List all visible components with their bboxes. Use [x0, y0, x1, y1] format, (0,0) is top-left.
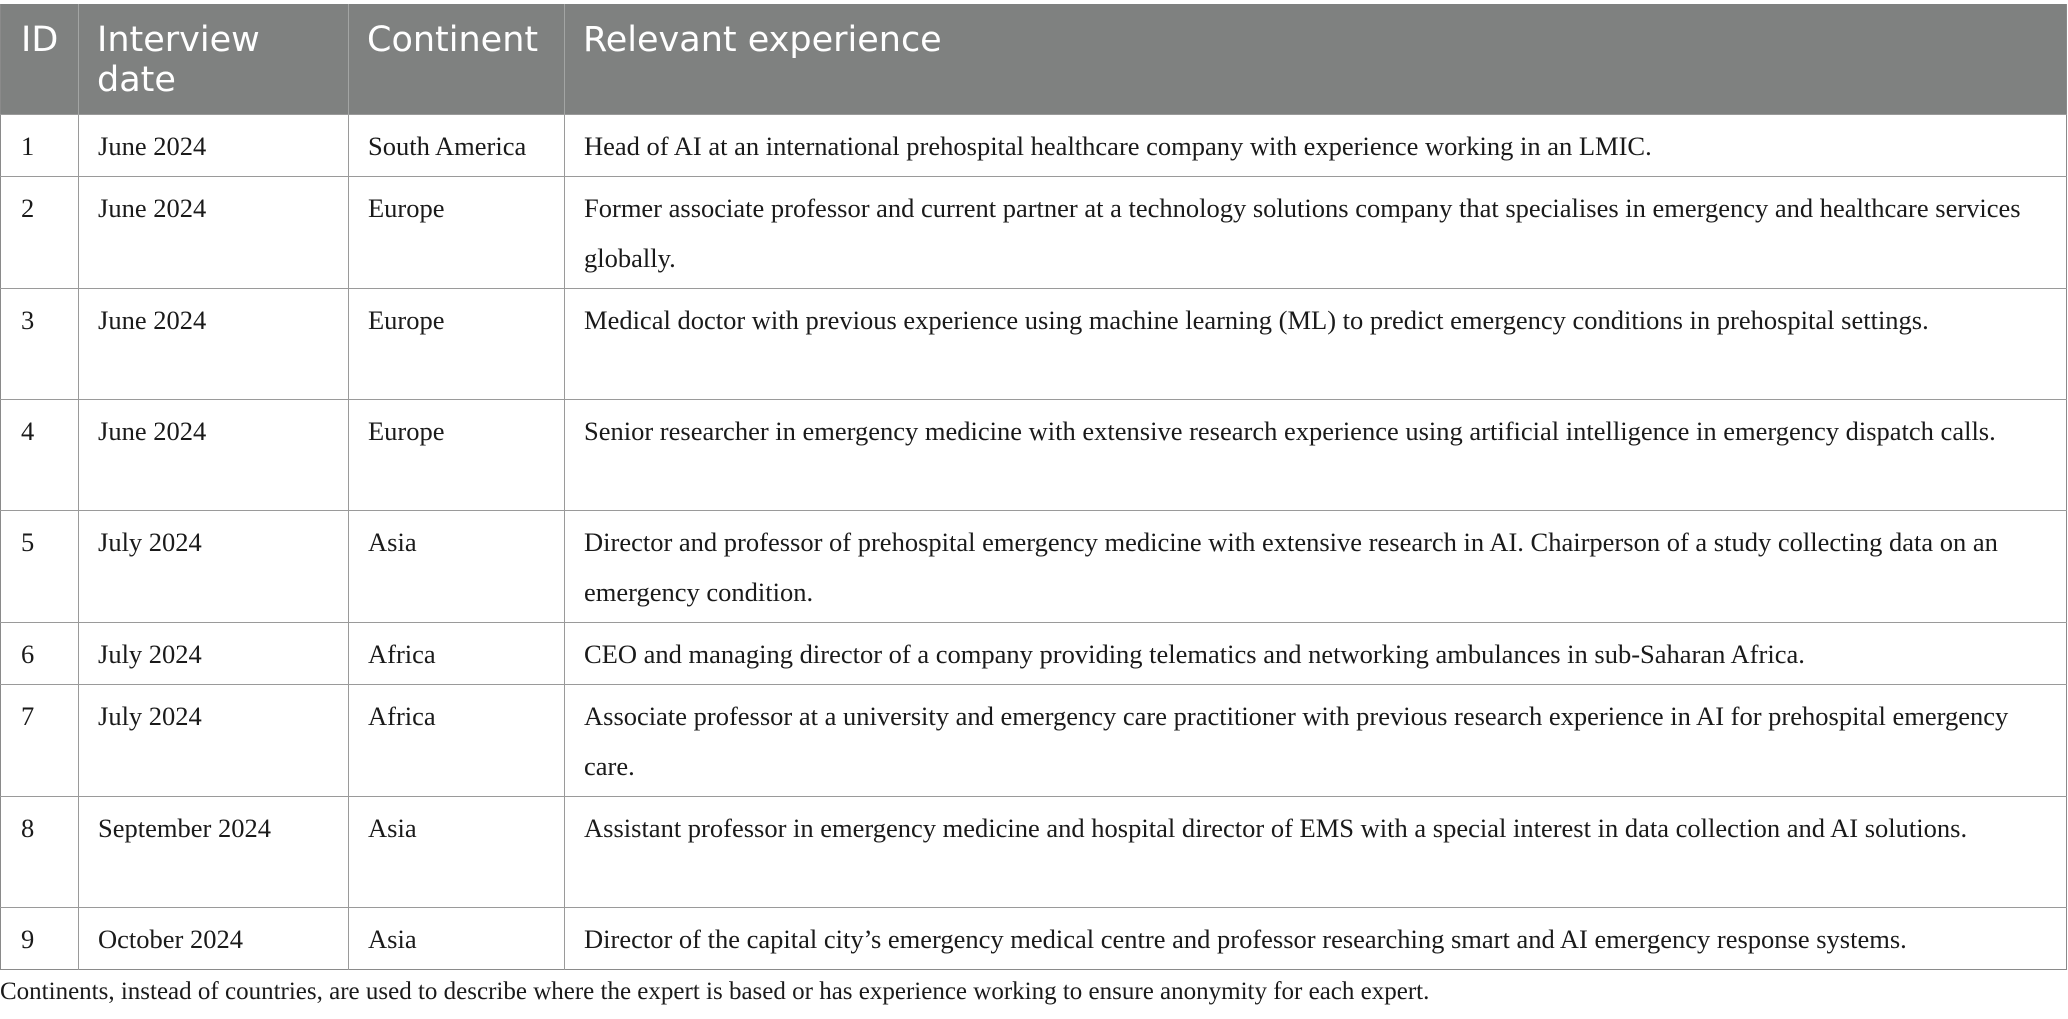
cell-id: 7: [1, 684, 79, 796]
header-interview-date: Interview date: [79, 4, 349, 114]
header-id: ID: [1, 4, 79, 114]
header-relevant-experience: Relevant experience: [583, 20, 942, 60]
cell-interview-date: September 2024: [79, 796, 349, 907]
cell-relevant-experience: Director and professor of prehospital emergency medicine with extensive research in AI. Chairperson of a study collecting data on an emergency condition.: [565, 510, 2067, 622]
cell-continent: Asia: [349, 907, 565, 969]
table-row: [1, 176, 2067, 288]
experts-table-container: [0, 4, 2066, 970]
table-row: [1, 114, 2067, 176]
cell-interview-date: June 2024: [79, 114, 349, 176]
cell-continent: Europe: [349, 288, 565, 399]
cell-relevant-experience: Senior researcher in emergency medicine with extensive research experience using artificial intelligence in emergency dispatch calls.: [565, 399, 2067, 510]
cell-id: 2: [1, 176, 79, 288]
cell-interview-date: July 2024: [79, 622, 349, 684]
cell-interview-date: June 2024: [79, 399, 349, 510]
table-row: [1, 399, 2067, 510]
cell-id: 3: [1, 288, 79, 399]
cell-continent: South America: [349, 114, 565, 176]
cell-continent: Asia: [349, 796, 565, 907]
cell-interview-date: July 2024: [79, 684, 349, 796]
cell-id: 6: [1, 622, 79, 684]
cell-relevant-experience: Former associate professor and current partner at a technology solutions company that specialises in emergency and healthcare services globally.: [565, 176, 2067, 288]
cell-relevant-experience: Assistant professor in emergency medicine and hospital director of EMS with a special interest in data collection and AI solutions.: [565, 796, 2067, 907]
table-body: [1, 114, 2067, 969]
cell-id: 8: [1, 796, 79, 907]
cell-relevant-experience: Director of the capital city’s emergency medical centre and professor researching smart and AI emergency response systems.: [565, 907, 2067, 969]
cell-relevant-experience: Head of AI at an international prehospital healthcare company with experience working in an LMIC.: [565, 114, 2067, 176]
cell-id: 1: [1, 114, 79, 176]
cell-continent: Africa: [349, 684, 565, 796]
cell-interview-date: July 2024: [79, 510, 349, 622]
table-row: [1, 684, 2067, 796]
cell-interview-date: October 2024: [79, 907, 349, 969]
cell-interview-date: June 2024: [79, 176, 349, 288]
cell-continent: Asia: [349, 510, 565, 622]
cell-relevant-experience: CEO and managing director of a company providing telematics and networking ambulances in sub-Saharan Africa.: [565, 622, 2067, 684]
cell-continent: Europe: [349, 399, 565, 510]
cell-relevant-experience: Associate professor at a university and emergency care practitioner with previous research experience in AI for prehospital emergency care.: [565, 684, 2067, 796]
cell-id: 5: [1, 510, 79, 622]
table-row: [1, 288, 2067, 399]
cell-continent: Africa: [349, 622, 565, 684]
table-row: [1, 622, 2067, 684]
cell-interview-date: June 2024: [79, 288, 349, 399]
cell-id: 9: [1, 907, 79, 969]
cell-id: 4: [1, 399, 79, 510]
table-row: [1, 510, 2067, 622]
table-footnote: Continents, instead of countries, are used to describe where the expert is based or has experience working to ensure anonymity for each expert.: [0, 978, 1430, 1005]
experts-table: [0, 4, 2067, 970]
header-continent: Continent: [349, 4, 565, 114]
table-header: [1, 4, 2067, 114]
cell-continent: Europe: [349, 176, 565, 288]
cell-relevant-experience: Medical doctor with previous experience using machine learning (ML) to predict emergency conditions in prehospital settings.: [565, 288, 2067, 399]
header-row: [1, 4, 2067, 114]
table-row: [1, 796, 2067, 907]
table-row: [1, 907, 2067, 969]
